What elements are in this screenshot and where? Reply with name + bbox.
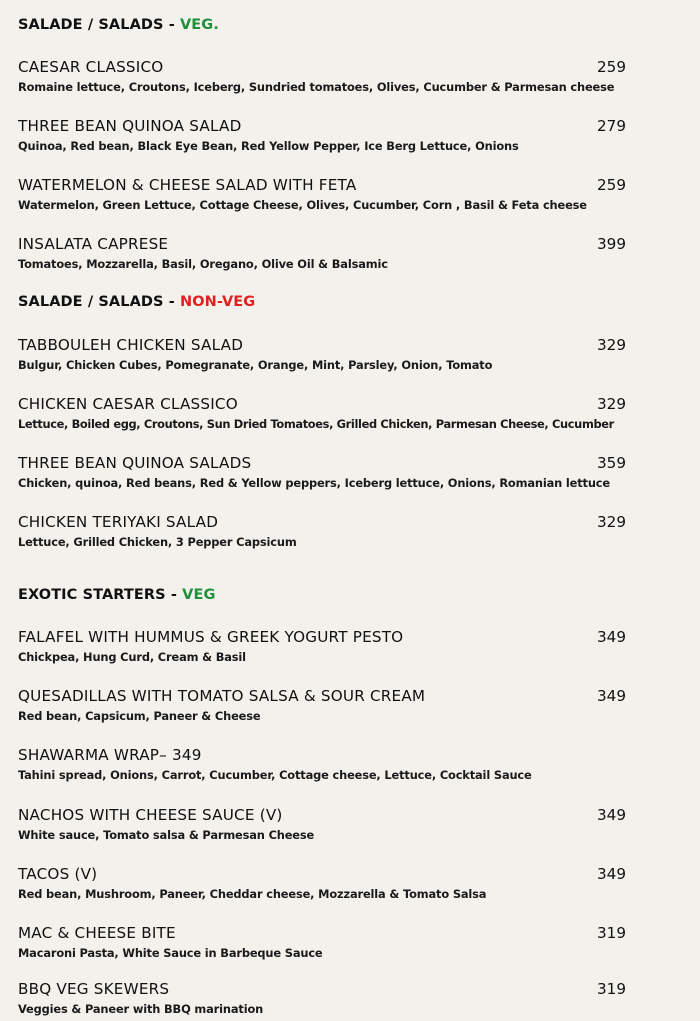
menu-item-description: Bulgur, Chicken Cubes, Pomegranate, Orange, Mint, Parsley, Onion, Tomato — [18, 358, 493, 372]
menu-item-name: BBQ VEG SKEWERS — [18, 980, 170, 998]
menu-item-name: WATERMELON & CHEESE SALAD WITH FETA — [18, 176, 357, 194]
menu-item-description: Red bean, Capsicum, Paneer & Cheese — [18, 709, 261, 723]
menu-item-description: Chicken, quinoa, Red beans, Red & Yellow peppers, Iceberg lettuce, Onions, Romanian lettuce — [18, 476, 610, 490]
section-title-text: EXOTIC STARTERS - — [18, 587, 183, 603]
menu-item-description: Lettuce, Grilled Chicken, 3 Pepper Capsicum — [18, 535, 297, 549]
menu-item-price: 349 — [597, 865, 626, 883]
menu-item-price: 349 — [597, 806, 626, 824]
menu-item-description: White sauce, Tomato salsa & Parmesan Cheese — [18, 828, 315, 842]
menu-item-name: THREE BEAN QUINOA SALAD — [18, 117, 242, 135]
section-title-text: SALADE / SALADS - — [18, 294, 180, 310]
menu-item-price: 399 — [597, 235, 626, 253]
menu-item-name: CAESAR CLASSICO — [18, 58, 164, 76]
menu-item-price: 259 — [597, 58, 626, 76]
menu-item-price: 279 — [597, 117, 626, 135]
veg-tag: VEG — [182, 587, 216, 603]
section-title-exotic-starters-veg — [18, 587, 215, 603]
menu-item-price: 329 — [597, 395, 626, 413]
menu-item-price: 359 — [597, 454, 626, 472]
menu-item-name: MAC & CHEESE BITE — [18, 924, 176, 942]
menu-item-name: TACOS (V) — [18, 865, 98, 883]
menu-item-description: Macaroni Pasta, White Sauce in Barbeque Sauce — [18, 946, 323, 960]
menu-item-name: CHICKEN CAESAR CLASSICO — [18, 395, 238, 413]
menu-item-price: 329 — [597, 336, 626, 354]
menu-item-price: 259 — [597, 176, 626, 194]
menu-item-description: Chickpea, Hung Curd, Cream & Basil — [18, 650, 246, 664]
menu-item-description: Watermelon, Green Lettuce, Cottage Cheese, Olives, Cucumber, Corn , Basil & Feta cheese — [18, 198, 587, 212]
section-title-text: SALADE / SALADS - — [18, 17, 180, 33]
menu-item-price: 329 — [597, 513, 626, 531]
menu-item-price: 349 — [597, 628, 626, 646]
menu-item-name: THREE BEAN QUINOA SALADS — [18, 454, 252, 472]
menu-item-description: Veggies & Paneer with BBQ marination — [18, 1002, 264, 1016]
nonveg-tag: NON-VEG — [179, 294, 256, 310]
menu-item-name: NACHOS WITH CHEESE SAUCE (V) — [18, 806, 283, 824]
menu-item-name: CHICKEN TERIYAKI SALAD — [18, 513, 219, 531]
menu-item-name: INSALATA CAPRESE — [18, 235, 169, 253]
menu-item-price: 349 — [597, 687, 626, 705]
menu-item-name: SHAWARMA WRAP– 349 — [18, 746, 202, 764]
menu-item-name: QUESADILLAS WITH TOMATO SALSA & SOUR CREAM — [18, 687, 426, 705]
section-title-salads-veg — [18, 17, 219, 33]
veg-tag: VEG. — [179, 17, 219, 33]
menu-item-description: Romaine lettuce, Croutons, Iceberg, Sundried tomatoes, Olives, Cucumber & Parmesan cheese — [18, 80, 615, 94]
menu-item-description: Tahini spread, Onions, Carrot, Cucumber, Cottage cheese, Lettuce, Cocktail Sauce — [18, 768, 532, 782]
section-title-salads-nonveg — [18, 294, 255, 310]
menu-item-price: 319 — [597, 924, 626, 942]
menu-item-description: Red bean, Mushroom, Paneer, Cheddar cheese, Mozzarella & Tomato Salsa — [18, 887, 487, 901]
menu-item-name: TABBOULEH CHICKEN SALAD — [18, 336, 244, 354]
menu-item-description: Quinoa, Red bean, Black Eye Bean, Red Yellow Pepper, Ice Berg Lettuce, Onions — [18, 139, 519, 153]
menu-item-price: 319 — [597, 980, 626, 998]
menu-item-name: FALAFEL WITH HUMMUS & GREEK YOGURT PESTO — [18, 628, 404, 646]
menu-item-description: Tomatoes, Mozzarella, Basil, Oregano, Olive Oil & Balsamic — [18, 257, 388, 271]
menu-item-description: Lettuce, Boiled egg, Croutons, Sun Dried Tomatoes, Grilled Chicken, Parmesan Cheese, Cucumber — [18, 417, 614, 431]
